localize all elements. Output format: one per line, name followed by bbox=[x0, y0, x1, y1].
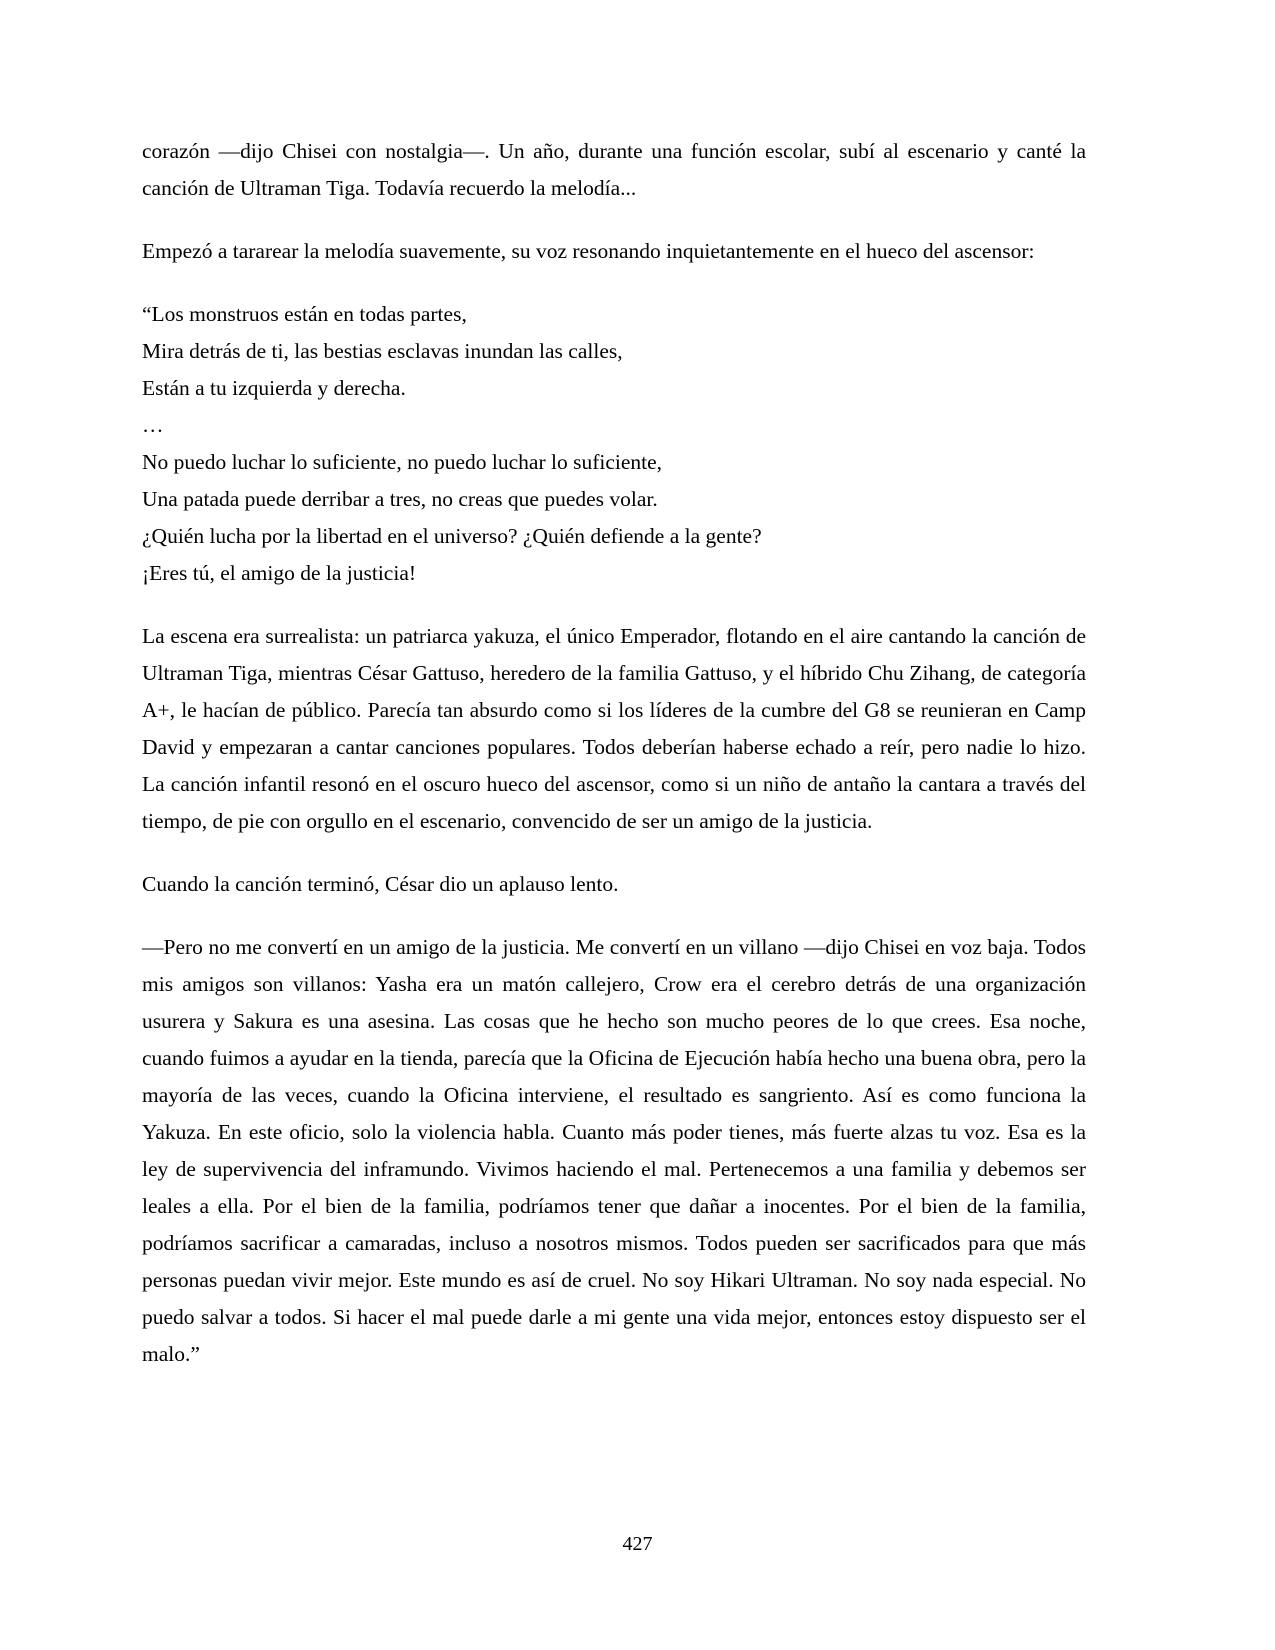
lyric-line-6: Una patada puede derribar a tres, no creas que puedes volar. bbox=[142, 487, 658, 511]
lyric-line-5: No puedo luchar lo suficiente, no puedo luchar lo suficiente, bbox=[142, 450, 663, 474]
lyric-line-2: Mira detrás de ti, las bestias esclavas inundan las calles, bbox=[142, 339, 623, 363]
paragraph-surreal-scene: La escena era surrealista: un patriarca yakuza, el único Emperador, flotando en el aire cantando la canción de Ultraman Tiga, mientras César Gattuso, heredero de la familia Gattuso, y el híbrido Chu Zihang, de categoría A+, le hacían de público. Parecía tan absurdo como si los líderes de la cumbre del G8 se reunieran en Camp David y empezaran a cantar canciones populares. Todos deberían haberse echado a reír, pero nadie lo hizo. La canción infantil resonó en el oscuro hueco del ascensor, como si un niño de antaño la cantara a través del tiempo, de pie con orgullo en el escenario, convencido de ser un amigo de la justicia. bbox=[142, 624, 1086, 833]
page-number: 427 bbox=[622, 1533, 653, 1555]
song-lyrics-block bbox=[142, 296, 1086, 592]
lyric-line-7: ¿Quién lucha por la libertad en el universo? ¿Quién defiende a la gente? bbox=[142, 524, 762, 548]
paragraph-continuation: corazón —dijo Chisei con nostalgia—. Un año, durante una función escolar, subí al escenario y canté la canción de Ultraman Tiga. Todavía recuerdo la melodía... bbox=[142, 139, 1086, 200]
lyric-line-4: … bbox=[142, 413, 164, 437]
lyric-line-3: Están a tu izquierda y derecha. bbox=[142, 376, 406, 400]
paragraph-slow-applause: Cuando la canción terminó, César dio un aplauso lento. bbox=[142, 872, 619, 896]
paragraph-villain-monologue: —Pero no me convertí en un amigo de la justicia. Me convertí en un villano —dijo Chisei en voz baja. Todos mis amigos son villanos: Yasha era un matón callejero, Crow era el cerebro detrás de una organización usurera y Sakura es una asesina. Las cosas que he hecho son mucho peores de lo que crees. Esa noche, cuando fuimos a ayudar en la tienda, parecía que la Oficina de Ejecución había hecho una buena obra, pero la mayoría de las veces, cuando la Oficina interviene, el resultado es sangriento. Así es como funciona la Yakuza. En este oficio, solo la violencia habla. Cuanto más poder tienes, más fuerte alzas tu voz. Esa es la ley de supervivencia del inframundo. Vivimos haciendo el mal. Pertenecemos a una familia y debemos ser leales a ella. Por el bien de la familia, podríamos tener que dañar a inocentes. Por el bien de la familia, podríamos sacrificar a camaradas, incluso a nosotros mismos. Todos pueden ser sacrificados para que más personas puedan vivir mejor. Este mundo es así de cruel. No soy Hikari Ultraman. No soy nada especial. No puedo salvar a todos. Si hacer el mal puede darle a mi gente una vida mejor, entonces estoy dispuesto ser el malo.” bbox=[142, 935, 1086, 1366]
lyric-line-8: ¡Eres tú, el amigo de la justicia! bbox=[142, 561, 417, 585]
lyric-line-1: “Los monstruos están en todas partes, bbox=[142, 302, 467, 326]
page-body bbox=[142, 133, 1086, 1399]
paragraph-humming: Empezó a tararear la melodía suavemente, su voz resonando inquietantemente en el hueco del ascensor: bbox=[142, 239, 1035, 263]
